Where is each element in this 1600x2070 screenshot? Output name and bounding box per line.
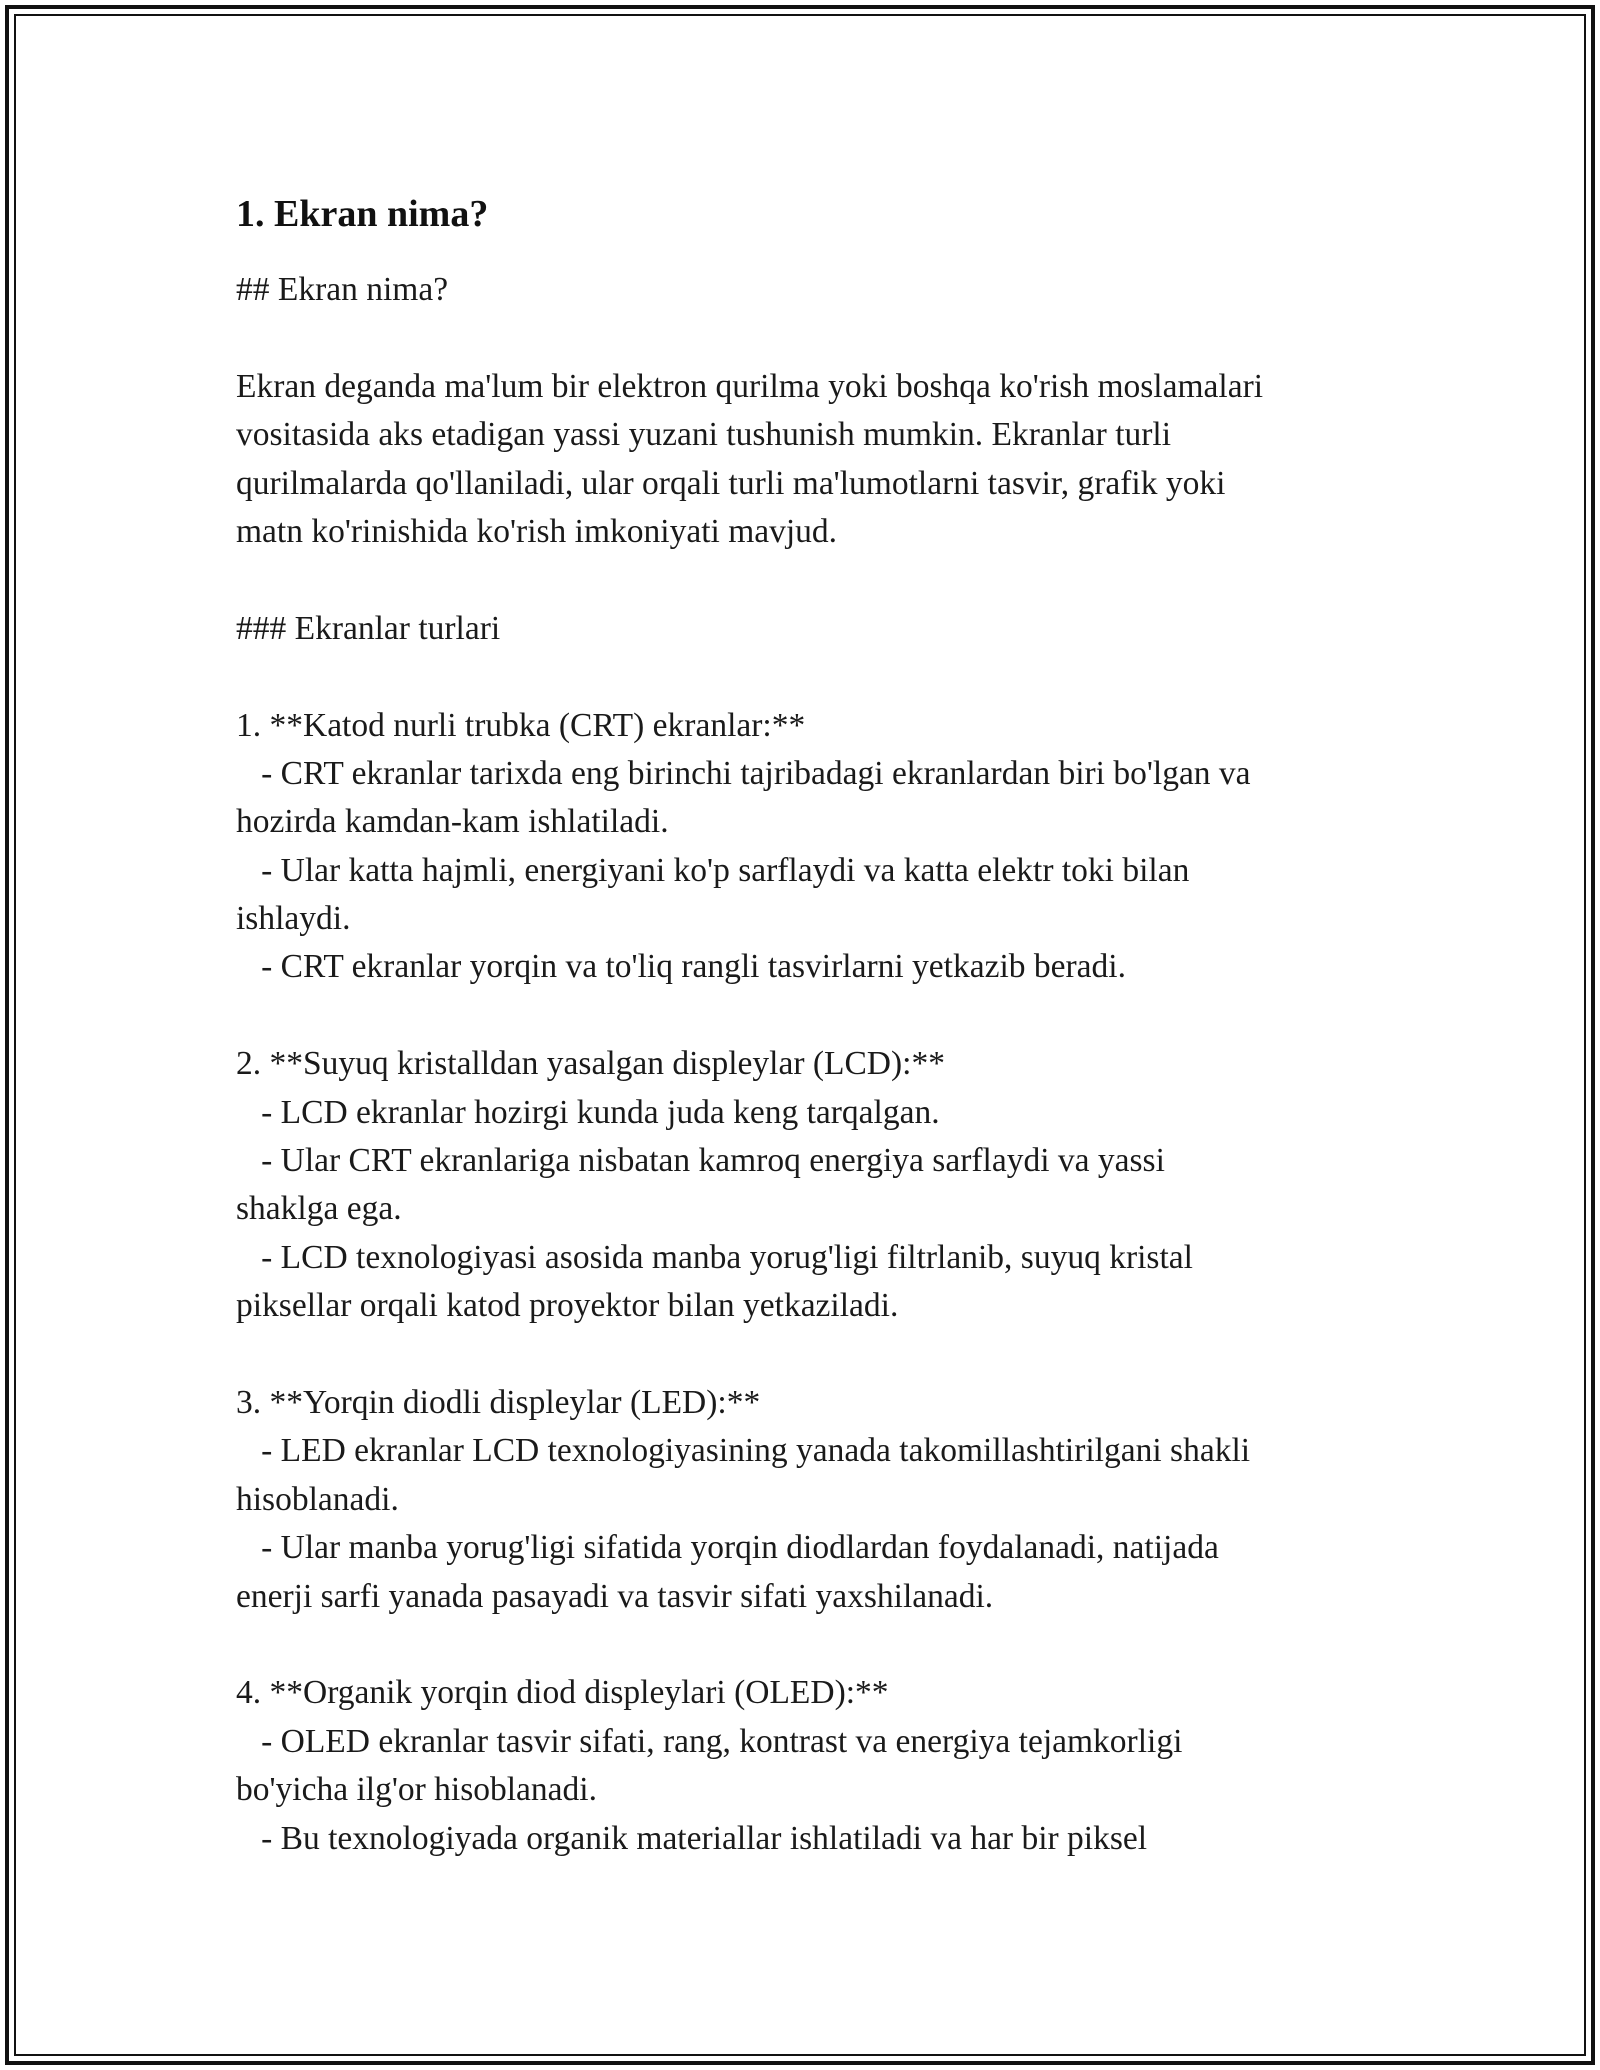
text-line: shaklga ega. <box>236 1190 402 1228</box>
text-line <box>236 556 1416 604</box>
text-line <box>236 1621 1416 1669</box>
text-line: - LCD texnologiyasi asosida manba yorug'ligi filtrlanib, suyuq kristal <box>236 1238 1193 1276</box>
document-body <box>236 266 1416 1863</box>
text-line <box>236 314 1416 362</box>
text-line: - Ular manba yorug'ligi sifatida yorqin diodlardan foydalanadi, natijada <box>236 1529 1219 1567</box>
text-line: hozirda kamdan-kam ishlatiladi. <box>236 803 669 841</box>
text-line: ## Ekran nima? <box>236 271 449 308</box>
text-line: ishlaydi. <box>236 900 351 938</box>
text-line: - Ular katta hajmli, energiyani ko'p sarflaydi va katta elektr toki bilan <box>236 851 1190 889</box>
text-line: 4. **Organik yorqin diod displeylari (OLED):** <box>236 1674 889 1712</box>
text-line: 2. **Suyuq kristalldan yasalgan displeylar (LCD):** <box>236 1045 945 1083</box>
text-line: Ekran deganda ma'lum bir elektron qurilma yoki boshqa ko'rish moslamalari <box>236 367 1264 405</box>
text-line: qurilmalarda qo'llaniladi, ular orqali turli ma'lumotlarni tasvir, grafik yoki <box>236 464 1226 502</box>
text-line <box>236 653 1416 701</box>
document-title: 1. Ekran nima? <box>236 193 489 235</box>
text-line: - OLED ekranlar tasvir sifati, rang, kontrast va energiya tejamkorligi <box>236 1722 1183 1760</box>
text-line: bo'yicha ilg'or hisoblanadi. <box>236 1771 597 1809</box>
text-line <box>236 992 1416 1040</box>
text-line: - LED ekranlar LCD texnologiyasining yanada takomillashtirilgani shakli <box>236 1432 1251 1470</box>
text-line: matn ko'rinishida ko'rish imkoniyati mavjud. <box>236 512 838 550</box>
text-line: - Bu texnologiyada organik materiallar ishlatiladi va har bir piksel <box>236 1819 1148 1857</box>
text-line: - CRT ekranlar yorqin va to'liq rangli tasvirlarni yetkazib beradi. <box>236 948 1126 986</box>
text-line: vositasida aks etadigan yassi yuzani tushunish mumkin. Ekranlar turli <box>236 416 1172 454</box>
text-line: ### Ekranlar turlari <box>236 609 501 647</box>
text-line: hisoblanadi. <box>236 1480 399 1518</box>
text-line: 3. **Yorqin diodli displeylar (LED):** <box>236 1383 761 1421</box>
text-line: enerji sarfi yanada pasayadi va tasvir sifati yaxshilanadi. <box>236 1577 994 1615</box>
text-line: - CRT ekranlar tarixda eng birinchi tajribadagi ekranlardan biri bo'lgan va <box>236 754 1251 792</box>
text-line <box>236 1331 1416 1379</box>
text-line: 1. **Katod nurli trubka (CRT) ekranlar:** <box>236 706 806 744</box>
text-line: - LCD ekranlar hozirgi kunda juda keng tarqalgan. <box>236 1093 940 1131</box>
text-line: - Ular CRT ekranlariga nisbatan kamroq energiya sarflaydi va yassi <box>236 1142 1165 1180</box>
text-line: piksellar orqali katod proyektor bilan yetkaziladi. <box>236 1287 899 1325</box>
